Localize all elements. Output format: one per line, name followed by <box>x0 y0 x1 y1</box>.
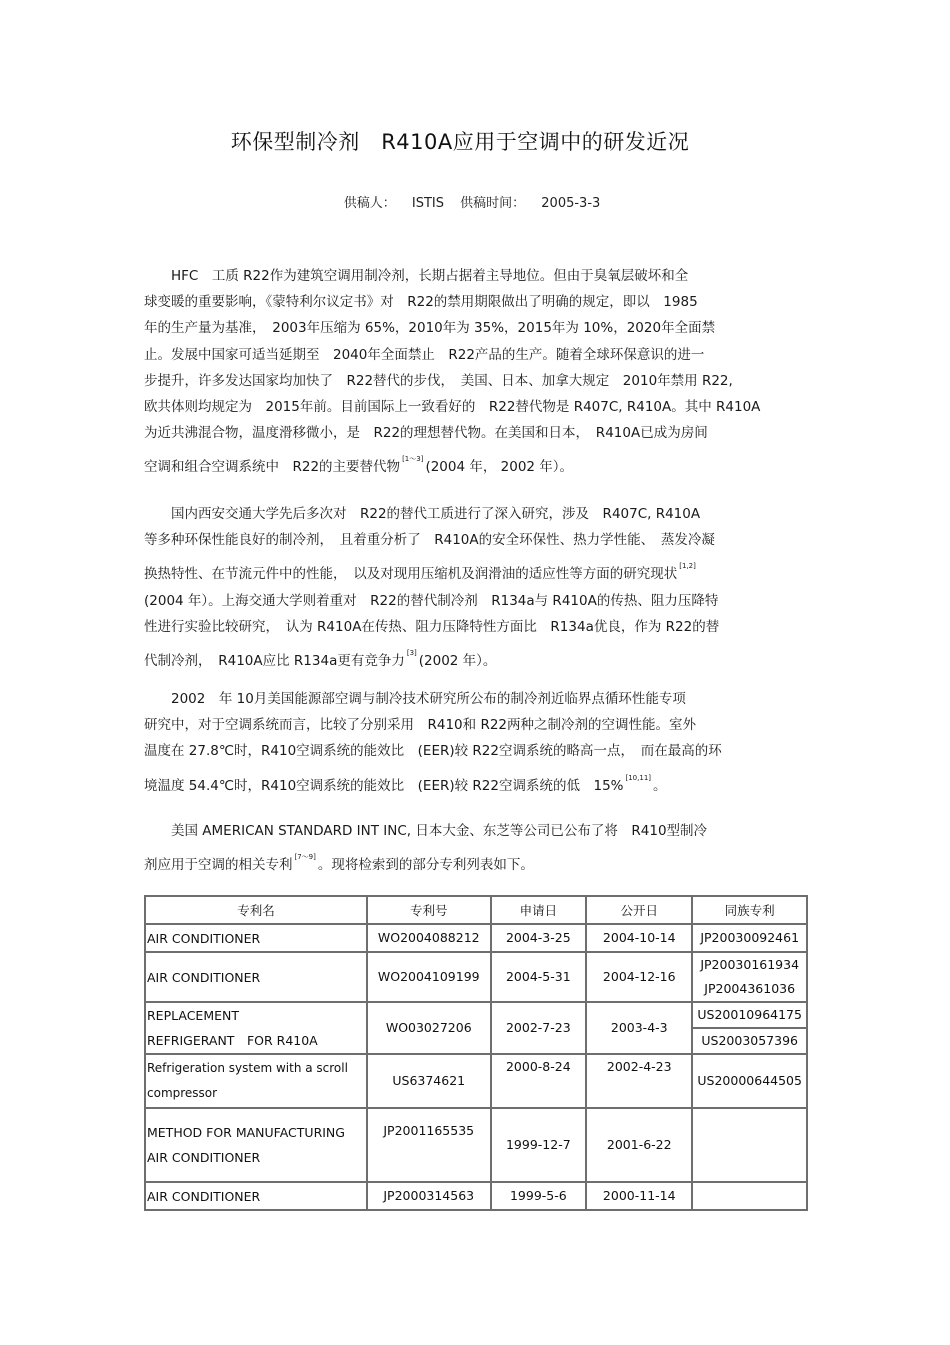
family-entry: US2003057396 <box>701 1033 798 1048</box>
patent-number-cell: JP2000314563 <box>367 1182 491 1210</box>
citation: [1～3] <box>402 455 424 464</box>
patent-number-cell: WO2004109199 <box>367 952 491 1002</box>
contributor-label: 供稿人： <box>343 196 396 211</box>
filing-date-cell: 1999-5-6 <box>491 1182 587 1210</box>
name-line: METHOD FOR MANUFACTURING <box>147 1125 345 1140</box>
publication-date-cell: 2000-11-14 <box>586 1182 692 1210</box>
filing-date-cell: 2000-8-24 <box>491 1054 587 1108</box>
patent-name-cell: AIR CONDITIONER <box>145 952 367 1002</box>
table-row <box>145 1002 807 1054</box>
text-line: 年的生产量为基准， 2003年压缩为 65%，2010年为 35%，2015年为 10%，2020年全面禁 <box>144 320 716 337</box>
text-line: (2004 年）。上海交通大学则着重对 R22的替代制冷剂 R134a与 R410A的传热、阻力压降特 <box>144 592 719 609</box>
text-line: 球变暖的重要影响，《蒙特利尔议定书》对 R22的禁用期限做出了明确的规定，即以 1985 <box>144 294 698 311</box>
table-row <box>145 1108 807 1182</box>
paragraph-4 <box>144 818 814 878</box>
column-header-patent-family: 同族专利 <box>692 896 807 924</box>
publication-date-cell: 2002-4-23 <box>586 1054 692 1108</box>
text-line: 等多种环保性能良好的制冷剂， 且着重分析了 R410A的安全环保性、热力学性能、 蒸发冷凝 <box>144 532 715 549</box>
patent-family-cell <box>692 1002 807 1054</box>
text-line: 步提升，许多发达国家均加快了 R22替代的步伐， 美国、日本、加拿大规定 2010年禁用 R22, <box>144 372 733 389</box>
filing-date-cell: 2004-3-25 <box>491 924 587 952</box>
filing-date-cell: 2004-5-31 <box>491 952 587 1002</box>
patent-family-cell: JP20030092461 <box>692 924 807 952</box>
family-entry: US20010964175 <box>693 1003 806 1029</box>
patent-family-cell: US20000644505 <box>692 1054 807 1108</box>
column-header-filing-date: 申请日 <box>491 896 587 924</box>
paragraph-2 <box>144 501 814 674</box>
publication-date-cell: 2004-12-16 <box>586 952 692 1002</box>
publication-date-cell: 2001-6-22 <box>586 1108 692 1182</box>
filing-date-cell: 2002-7-23 <box>491 1002 587 1054</box>
patent-family-cell <box>692 1108 807 1182</box>
text-line-content: 剂应用于空调的相关专利 <box>144 857 293 874</box>
citation: [1,2] <box>679 562 696 571</box>
text-line: HFC 工质 R22作为建筑空调用制冷剂，长期占据着主导地位。但由于臭氧层破坏和全 <box>144 268 689 284</box>
text-line <box>144 553 814 587</box>
text-line: 美国 AMERICAN STANDARD INT INC, 日本大金、东芝等公司已公布了将 R410型制冷 <box>144 823 708 839</box>
patent-number-cell: WO03027206 <box>367 1002 491 1054</box>
name-line: REPLACEMENT <box>147 1008 239 1023</box>
patent-family-cell <box>692 952 807 1002</box>
text-line: 2002 年 10月美国能源部空调与制冷技术研究所公布的制冷剂近临界点循环性能专项 <box>144 691 686 707</box>
citation: [10,11] <box>625 773 652 782</box>
contributor: ISTIS <box>411 196 444 211</box>
column-header-patent-number: 专利号 <box>367 896 491 924</box>
publication-date-cell: 2003-4-3 <box>586 1002 692 1054</box>
patent-table <box>144 895 808 1211</box>
table-header-row <box>145 896 807 924</box>
citation: [3] <box>406 649 417 658</box>
text-line: 研究中，对于空调系统而言，比较了分别采用 R410和 R22两种之制冷剂的空调性能。室外 <box>144 717 696 734</box>
text-line: 国内西安交通大学先后多次对 R22的替代工质进行了深入研究，涉及 R407C, R410A <box>144 506 701 522</box>
text-line-tail: (2002 年）。 <box>418 653 497 670</box>
name-line: REFRIGERANT FOR R410A <box>147 1033 318 1048</box>
text-line-tail: 。现将检索到的部分专利列表如下。 <box>317 857 534 874</box>
text-line: 止。发展中国家可适当延期至 2040年全面禁止 R22产品的生产。随着全球环保意识的进一 <box>144 346 705 363</box>
patent-number-cell: JP2001165535 <box>367 1108 491 1182</box>
column-header-patent-name: 专利名 <box>145 896 367 924</box>
paragraph-3 <box>144 686 814 799</box>
patent-family-cell <box>692 1182 807 1210</box>
name-line: compressor <box>147 1086 218 1100</box>
patent-name-cell <box>145 1108 367 1182</box>
byline <box>0 192 944 211</box>
document-title: 环保型制冷剂 R410A应用于空调中的研发近况 <box>230 130 690 154</box>
text-line-tail: (2004 年， 2002 年）。 <box>425 459 574 476</box>
text-line-content: 空调和组合空调系统中 R22的主要替代物 <box>144 459 401 476</box>
table-row <box>145 1182 807 1210</box>
filing-date-cell: 1999-12-7 <box>491 1108 587 1182</box>
text-line: 性进行实验比较研究， 认为 R410A在传热、阻力压降特性方面比 R134a优良，作为 R22的替 <box>144 618 720 635</box>
table-row <box>145 1054 807 1108</box>
paragraph-1 <box>144 263 814 481</box>
publication-date-cell: 2004-10-14 <box>586 924 692 952</box>
column-header-publication-date: 公开日 <box>586 896 692 924</box>
name-line: AIR CONDITIONER <box>147 1150 261 1165</box>
citation: [7～9] <box>294 853 316 862</box>
text-line <box>144 765 814 799</box>
text-line <box>144 446 814 480</box>
text-line: 欧共体则均规定为 2015年前。目前国际上一致看好的 R22替代物是 R407C, R410A。其中 R410A <box>144 399 761 416</box>
text-line: 温度在 27.8℃时，R410空调系统的能效比 (EER)较 R22空调系统的略高一点， 而在最高的环 <box>144 743 722 760</box>
text-line: 为近共沸混合物，温度滑移微小，是 R22的理想替代物。在美国和日本， R410A已成为房间 <box>144 425 708 442</box>
patent-name-cell: AIR CONDITIONER <box>145 924 367 952</box>
patent-number-cell: WO2004088212 <box>367 924 491 952</box>
time-label: 供稿时间： <box>460 196 526 211</box>
family-entry: JP2004361036 <box>704 981 796 996</box>
text-line-content: 境温度 54.4℃时，R410空调系统的能效比 (EER)较 R22空调系统的低 15% <box>144 777 624 794</box>
patent-name-cell <box>145 1054 367 1108</box>
text-line-tail: 。 <box>653 777 667 794</box>
patent-name-cell: AIR CONDITIONER <box>145 1182 367 1210</box>
table-row <box>145 924 807 952</box>
table-row <box>145 952 807 1002</box>
name-line: Refrigeration system with a scroll <box>147 1061 348 1075</box>
patent-name-cell <box>145 1002 367 1054</box>
text-line-content: 换热特性、在节流元件中的性能， 以及对现用压缩机及润滑油的适应性等方面的研究现状 <box>144 566 678 583</box>
patent-number-cell: US6374621 <box>367 1054 491 1108</box>
publish-time: 2005-3-3 <box>541 196 601 211</box>
text-line <box>144 640 814 674</box>
text-line <box>144 844 814 878</box>
family-entry: JP20030161934 <box>700 957 800 972</box>
text-line-content: 代制冷剂， R410A应比 R134a更有竞争力 <box>144 653 405 670</box>
